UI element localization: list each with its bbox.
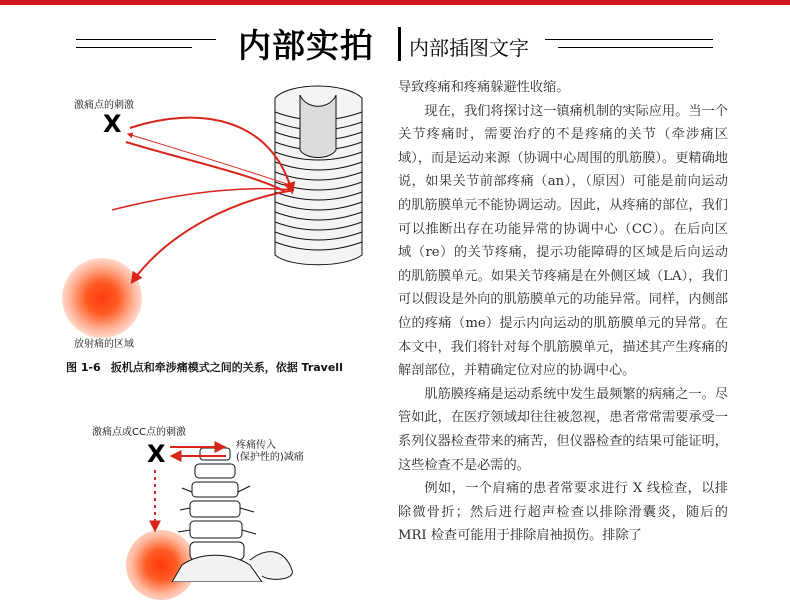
stimulus-point-mark: X <box>147 440 166 468</box>
header-title: 内部实拍 <box>238 26 374 65</box>
trigger-stimulus-label: 激痛点的刺激 <box>74 100 134 111</box>
protective-relief-label: (保护性的)减痛 <box>236 452 304 463</box>
body-text-column <box>398 76 728 548</box>
body-paragraph: 现在，我们将探讨这一镇痛机制的实际应用。当一个关节疼痛时，需要治疗的不是疼痛的关节（牵涉痛区域），而是运动来源（协调中心周围的肌筋膜）。更精确地说，如果关节前部疼痛（an），（原因）可能是前向运动的肌筋膜单元不能协调运动。因此，从疼痛的部位，我们可以推断出存在功能异常的协调中心（CC）。在后向区域（re）的关节疼痛，提示功能障碍的区域是后向运动的肌筋膜单元。如果关节疼痛是在外侧区域（LA），我们可以假设是外向的肌筋膜单元的功能异常。同样，内侧部位的疼痛（me）提示内向运动的肌筋膜单元的异常。在本文中，我们将针对每个肌筋膜单元，描述其产生疼痛的解剖部位，并精确定位对应的协调中心。 <box>398 103 728 379</box>
body-paragraph: 肌筋膜疼痛是运动系统中发生最频繁的病痛之一。尽管如此，在医疗领域却往往被忽视，患者常常需要承受一系列仪器检查带来的痛苦，但仪器检查的结果可能证明，这些检查不是必需的。 <box>398 386 728 473</box>
pain-input-label: 疼痛传入 <box>236 440 276 451</box>
radiating-pain-label: 放射痛的区域 <box>74 339 134 350</box>
trigger-point-mark: X <box>103 110 122 138</box>
figure-1-caption-text: 扳机点和牵涉痛模式之间的关系，依据 Travell <box>110 361 343 374</box>
figure-1-caption-number: 图 1-6 <box>66 361 101 374</box>
header-subtitle: 内部插图文字 <box>409 36 529 60</box>
spine-vertebrae <box>172 448 292 582</box>
body-paragraph: 例如，一个肩痛的患者常要求进行 X 线检查，以排除微骨折；然后进行超声检查以排除滑囊炎，随后的 MRI 检查可能用于排除肩袖损伤。排除了 <box>398 481 728 544</box>
stimulus-label: 激痛点或CC点的刺激 <box>92 427 186 438</box>
body-paragraph: 导致疼痛和疼痛躲避性收缩。 <box>398 80 570 95</box>
